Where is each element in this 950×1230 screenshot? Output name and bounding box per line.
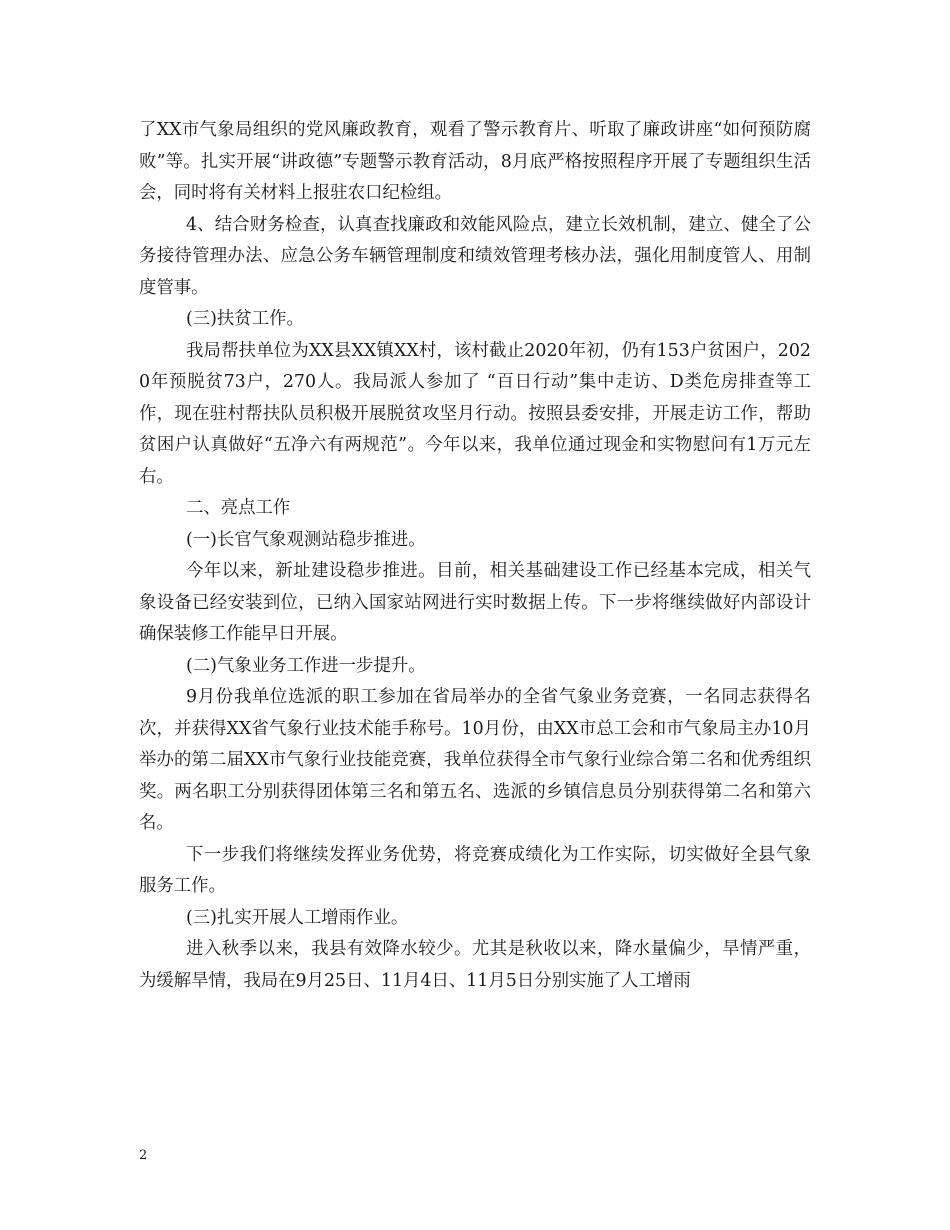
- heading-poverty-alleviation: (三)扶贫工作。: [185, 309, 304, 329]
- heading-observation-station: (一)长官气象观测站稳步推进。: [185, 529, 426, 550]
- paragraph-financial-check: 4、结合财务检查，认真查找廉政和效能风险点，建立长效机制，建立、健全了公务接待管理办法、应急公务车辆管理制度和绩效管理考核办法，强化用制度管人、用制度管事。: [139, 214, 811, 298]
- paragraph-party-education: 了XX市气象局组织的党风廉政教育，观看了警示教育片、听取了廉政讲座“如何预防腐败”等。扎实开展“讲政德”专题警示教育活动，8月底严格按照程序开展了专题组织生活会，同时将有关材料上报驻农口纪检组。: [139, 120, 811, 203]
- paragraph-competition-results: 9月份我单位选派的职工参加在省局举办的全省气象业务竞赛，一名同志获得名次，并获得XX省气象行业技术能手称号。10月份，由XX市总工会和市气象局主办10月举办的第二届XX市气象行业技能竞赛，我单位获得全市气象行业综合第二名和优秀组织奖。两名职工分别获得团体第三名和第五名、选派的乡镇信息员分别获得第二名和第六名。: [139, 687, 811, 833]
- paragraph-next-steps: 下一步我们将继续发挥业务优势，将竞赛成绩化为工作实际，切实做好全县气象服务工作。: [139, 844, 811, 896]
- page-number: 2: [139, 1148, 148, 1163]
- paragraph-observation-station: 今年以来，新址建设稳步推进。目前，相关基础建设工作已经基本完成，相关气象设备已经安装到位，已纳入国家站网进行实时数据上传。下一步将继续做好内部设计确保装修工作能早日开展。: [139, 561, 811, 644]
- paragraph-poverty-alleviation: 我局帮扶单位为XX县XX镇XX村，该村截止2020年初，仍有153户贫困户，2020年预脱贫73户，270人。我局派人参加了 “百日行动”集中走访、D类危房排查等工作，现在驻村帮扶队员积极开展脱贫攻坚月行动。按照县委安排，开展走访工作，帮助贫困户认真做好“五净六有两规范”。今年以来，我单位通过现金和实物慰问有1万元左右。: [139, 340, 811, 487]
- paragraph-artificial-rain: 进入秋季以来，我县有效降水较少。尤其是秋收以来，降水量偏少，旱情严重，为缓解旱情，我局在9月25日、11月4日、11月5日分别实施了人工增雨: [139, 939, 811, 991]
- document-body: [139, 115, 811, 997]
- heading-artificial-rain: (三)扎实开展人工增雨作业。: [185, 907, 409, 928]
- heading-business-improvement: (二)气象业务工作进一步提升。: [185, 655, 426, 676]
- heading-highlights: 二、亮点工作: [185, 498, 291, 518]
